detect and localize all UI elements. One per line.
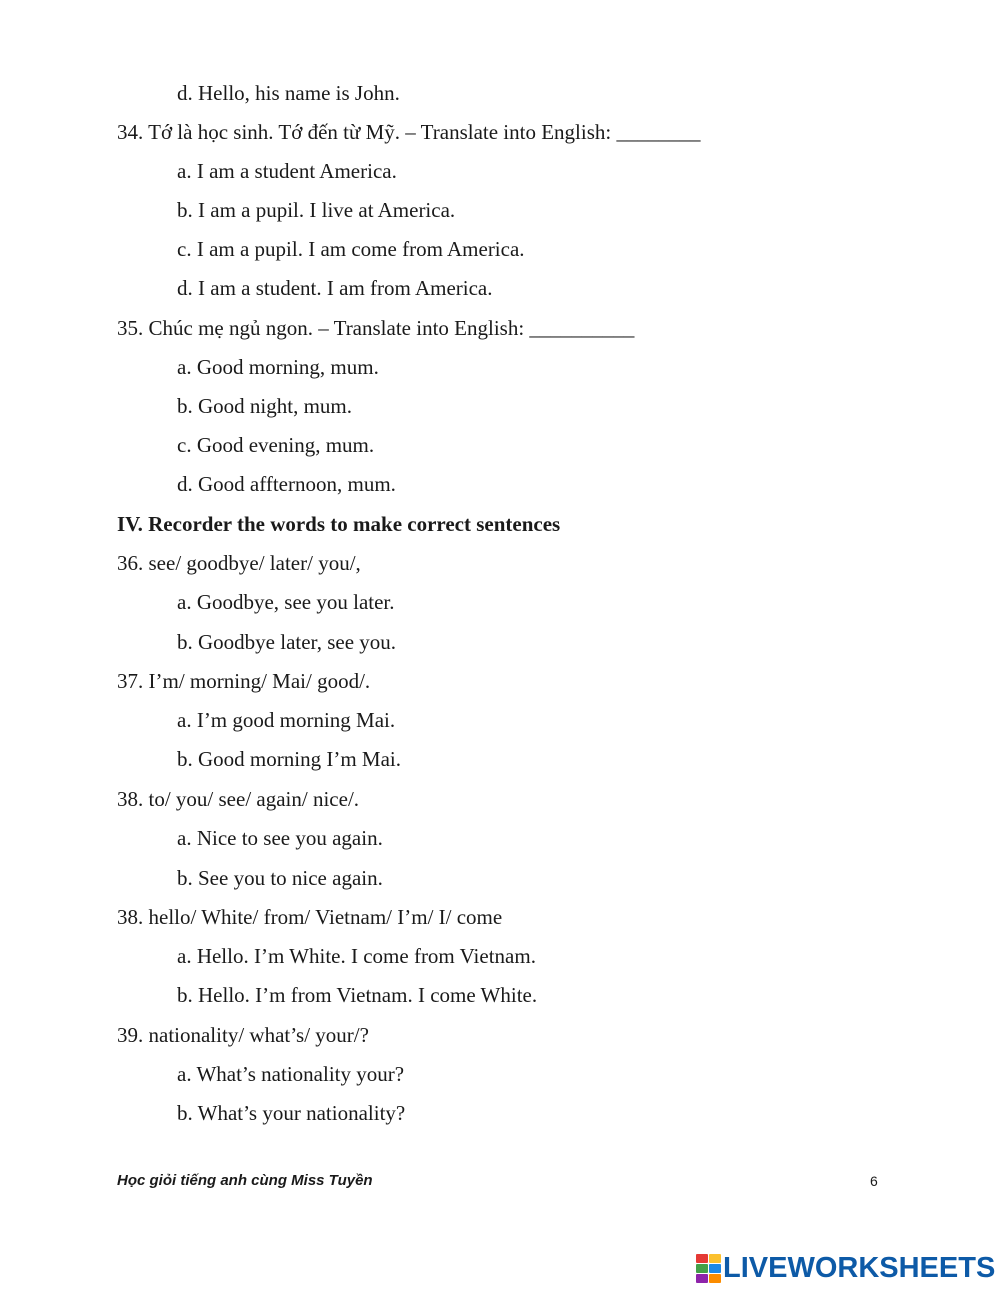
question-37: 37. I’m/ morning/ Mai/ good/. [117,669,371,693]
option-39a: a. What’s nationality your? [177,1062,405,1086]
option-34a: a. I am a student America. [177,159,397,183]
option-38a: a. Nice to see you again. [177,826,383,850]
question-38-second: 38. hello/ White/ from/ Vietnam/ I’m/ I/ come [117,905,503,929]
option-38b: b. See you to nice again. [177,866,383,890]
option-39b: b. What’s your nationality? [177,1101,406,1125]
question-36: 36. see/ goodbye/ later/ you/, [117,551,361,575]
logo-block-3 [696,1264,708,1273]
option-36b: b. Goodbye later, see you. [177,630,397,654]
option-35d: d. Good affternoon, mum. [177,472,396,496]
logo-block-5 [696,1274,708,1283]
option-35c: c. Good evening, mum. [177,433,375,457]
liveworksheets-logo-icon [696,1254,720,1282]
logo-block-1 [696,1254,708,1263]
option-36a: a. Goodbye, see you later. [177,590,395,614]
logo-block-6 [709,1274,721,1283]
option-34b: b. I am a pupil. I live at America. [177,198,456,222]
logo-block-4 [709,1264,721,1273]
section-heading-iv: IV. Recorder the words to make correct sentences [117,512,561,536]
question-34: 34. Tớ là học sinh. Tớ đến từ Mỹ. – Translate into English: ________ [117,120,701,144]
brand-name: LIVEWORKSHEETS [723,1252,996,1284]
question-38: 38. to/ you/ see/ again/ nice/. [117,787,360,811]
option-35a: a. Good morning, mum. [177,355,379,379]
question-35: 35. Chúc mẹ ngủ ngon. – Translate into English: __________ [117,316,635,340]
footer-text: Học giỏi tiếng anh cùng Miss Tuyền [117,1172,373,1189]
question-39: 39. nationality/ what’s/ your/? [117,1023,369,1047]
liveworksheets-brand[interactable] [696,1253,995,1283]
option-34d: d. I am a student. I am from America. [177,276,493,300]
option-35b: b. Good night, mum. [177,394,353,418]
option-38-second-b: b. Hello. I’m from Vietnam. I come White. [177,983,538,1007]
option-37b: b. Good morning I’m Mai. [177,747,401,771]
option-34c: c. I am a pupil. I am come from America. [177,237,525,261]
logo-block-2 [709,1254,721,1263]
option-37a: a. I’m good morning Mai. [177,708,396,732]
page-number: 6 [870,1173,878,1189]
option-33d: d. Hello, his name is John. [177,81,400,105]
option-38-second-a: a. Hello. I’m White. I come from Vietnam. [177,944,536,968]
